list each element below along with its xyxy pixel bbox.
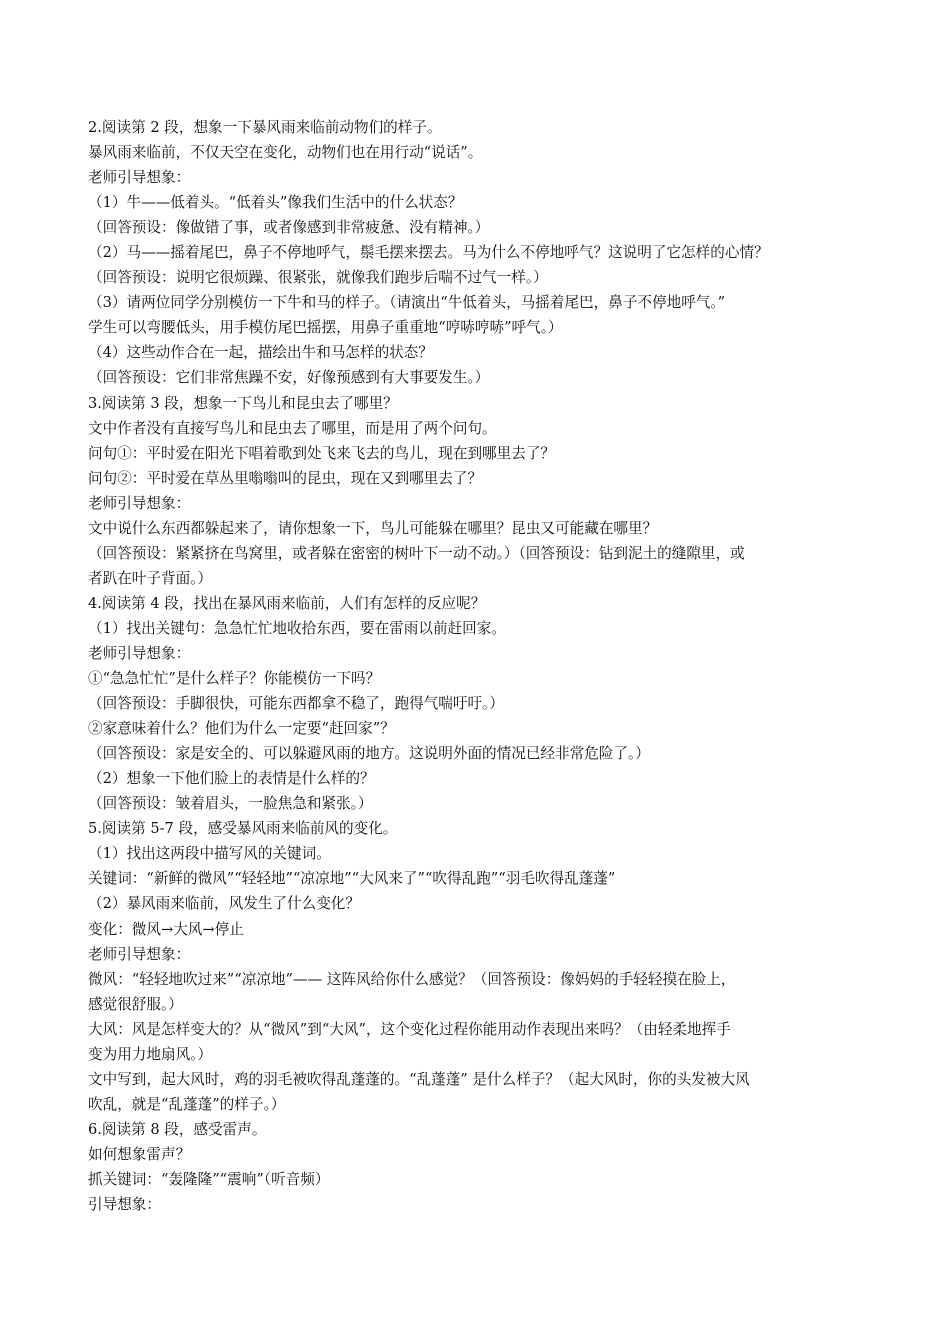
text-line: 老师引导想象：: [88, 169, 191, 187]
document-body: [88, 115, 868, 1217]
text-line: （回答预设：说明它很烦躁、很紧张，就像我们跑步后喘不过气一样。）: [88, 269, 548, 287]
text-line: （回答预设：紧紧挤在鸟窝里，或者躲在密密的树叶下一动不动。）（回答预设：钻到泥土的缝隙里，或: [88, 544, 745, 562]
text-line: 者趴在叶子背面。）: [88, 569, 213, 587]
text-line: 关键词：“新鲜的微风”“轻轻地”“凉凉地”“大风来了”“吹得乱跑”“羽毛吹得乱蓬蓬”: [88, 870, 616, 888]
text-line: （1）找出关键句：急急忙忙地收拾东西，要在雷雨以前赶回家。: [88, 619, 506, 637]
text-line: （回答预设：皱着眉头，一脸焦急和紧张。）: [88, 795, 373, 813]
text-line: 引导想象：: [88, 1196, 161, 1214]
text-line: 变为用力地扇风。）: [88, 1045, 213, 1063]
text-line: 3.阅读第 3 段，想象一下鸟儿和昆虫去了哪里？: [88, 394, 398, 412]
text-line: 6.阅读第 8 段，感受雷声。: [88, 1120, 267, 1138]
text-line: 4.阅读第 4 段，找出在暴风雨来临前，人们有怎样的反应呢？: [88, 594, 486, 612]
text-line: （4）这些动作合在一起，描绘出牛和马怎样的状态？: [88, 344, 433, 362]
text-line: （3）请两位同学分别模仿一下牛和马的样子。（请演出“牛低着头，马摇着尾巴，鼻子不停地呼气。”: [88, 294, 726, 312]
text-line: 大风：风是怎样变大的？从“微风”到“大风”，这个变化过程你能用动作表现出来吗？（由轻柔地挥手: [88, 1020, 731, 1038]
text-line: 吹乱，就是“乱蓬蓬”的样子。）: [88, 1095, 286, 1113]
text-line: ②家意味着什么？他们为什么一定要“赶回家”？: [88, 720, 395, 738]
text-line: （1）牛——低着头。“低着头”像我们生活中的什么状态？: [88, 194, 463, 212]
text-line: 学生可以弯腰低头，用手模仿尾巴摇摆，用鼻子重重地“哼哧哼哧”呼气。）: [88, 319, 563, 337]
text-line: 老师引导想象：: [88, 494, 191, 512]
text-line: 5.阅读第 5-7 段，感受暴风雨来临前风的变化。: [88, 820, 398, 838]
text-line: （回答预设：像做错了事，或者像感到非常疲惫、没有精神。）: [88, 219, 490, 237]
text-line: 抓关键词：“轰隆隆”“震响”（听音频）: [88, 1170, 330, 1188]
text-line: 文中作者没有直接写鸟儿和昆虫去了哪里，而是用了两个问句。: [88, 419, 497, 437]
text-line: 问句①：平时爱在阳光下唱着歌到处飞来飞去的鸟儿，现在到哪里去了？: [88, 444, 556, 462]
text-line: 微风：“轻轻地吹过来”“凉凉地”—— 这阵风给你什么感觉？（回答预设：像妈妈的手轻轻摸在脸上，: [88, 970, 736, 988]
text-line: 2.阅读第 2 段，想象一下暴风雨来临前动物们的样子。: [88, 119, 442, 136]
text-line: （回答预设：家是安全的、可以躲避风雨的地方。这说明外面的情况已经非常危险了。）: [88, 745, 650, 763]
text-line: 如何想象雷声？: [88, 1145, 191, 1163]
text-line: 感觉很舒服。）: [88, 995, 183, 1013]
text-line: （回答预设：手脚很快，可能东西都拿不稳了，跑得气喘吁吁。）: [88, 695, 504, 713]
text-line: 变化：微风→大风→停止: [88, 920, 244, 938]
text-line: ①“急急忙忙”是什么样子？你能模仿一下吗？: [88, 670, 381, 688]
text-line: 老师引导想象：: [88, 945, 191, 963]
text-line: 问句②：平时爱在草丛里嗡嗡叫的昆虫，现在又到哪里去了？: [88, 469, 483, 487]
text-line: 暴风雨来临前，不仅天空在变化，动物们也在用行动“说话”。: [88, 144, 483, 162]
text-line: （2）马——摇着尾巴，鼻子不停地呼气，鬃毛摆来摆去。马为什么不停地呼气？这说明了它怎样的心情？: [88, 244, 769, 262]
text-line: （1）找出这两段中描写风的关键词。: [88, 845, 331, 863]
text-line: （回答预设：它们非常焦躁不安，好像预感到有大事要发生。）: [88, 369, 490, 387]
text-line: （2）暴风雨来临前，风发生了什么变化？: [88, 895, 360, 913]
text-line: （2）想象一下他们脸上的表情是什么样的？: [88, 770, 375, 788]
text-line: 老师引导想象：: [88, 644, 191, 662]
text-line: 文中写到，起大风时，鸡的羽毛被吹得乱蓬蓬的。“乱蓬蓬” 是什么样子？（起大风时，你的头发被大风: [88, 1070, 750, 1088]
text-line: 文中说什么东西都躲起来了，请你想象一下，鸟儿可能躲在哪里？昆虫又可能藏在哪里？: [88, 519, 658, 537]
